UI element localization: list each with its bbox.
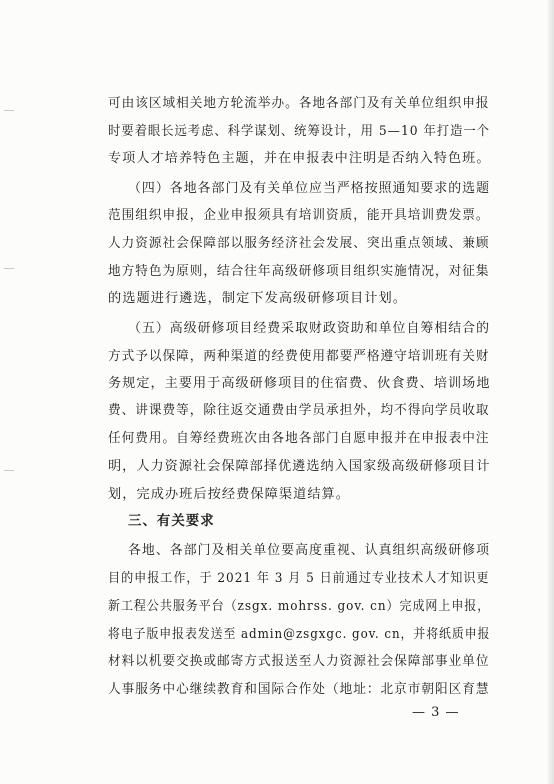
body-text-line: 划，完成办班后按经费保障渠道结算。: [108, 487, 351, 502]
body-text-line: 材料以机要交换或邮寄方式报送至人力资源社会保障部事业单位: [108, 654, 490, 669]
margin-mark: [4, 470, 14, 471]
body-text-line: 费、讲课费等，除往返交通费由学员承担外，均不得向学员收取: [108, 403, 490, 418]
body-text-line: 时要着眼长远考虑、科学谋划、统筹设计，用 5—10 年打造一个: [108, 124, 490, 139]
body-text-line: 的选题进行遴选，制定下发高级研修项目计划。: [108, 291, 407, 306]
margin-mark: [4, 110, 14, 111]
body-text-line: 人力资源社会保障部以服务经济社会发展、突出重点领域、兼顾: [108, 236, 490, 251]
body-text-line: 可由该区域相关地方轮流举办。各地各部门及有关单位组织申报: [108, 96, 490, 111]
margin-mark: [4, 268, 14, 269]
body-text-line: 专项人才培养特色主题，并在申报表中注明是否纳入特色班。: [108, 151, 491, 166]
page-number: — 3 —: [412, 705, 460, 720]
page-edge-shadow: [548, 0, 554, 784]
body-text-line: 方式予以保障，两种渠道的经费使用都要严格遵守培训班有关财: [108, 349, 490, 364]
body-text-line: 目的申报工作，于 2021 年 3 月 5 日前通过专业技术人才知识更: [108, 571, 490, 586]
body-text-line: 范围组织申报，企业申报须具有培训资质，能开具培训费发票。: [108, 208, 490, 223]
body-text-line: 新工程公共服务平台（zsgx. mohrss. gov. cn）完成网上申报，: [108, 599, 491, 614]
section-heading: 三、有关要求: [128, 514, 215, 529]
body-text-line: 明，人力资源社会保障部择优遴选纳入国家级高级研修项目计: [108, 459, 491, 474]
paragraph-four-start: （四）各地各部门及有关单位应当严格按照通知要求的选题: [128, 181, 491, 196]
body-text-line: 地方特色为原则，结合往年高级研修项目组织实施情况，对征集: [108, 264, 490, 279]
body-text-line: 各地、各部门及相关单位要高度重视、认真组织高级研修项: [128, 543, 491, 558]
body-text-line: 任何费用。自筹经费班次由各地各部门自愿申报并在申报表中注: [108, 431, 490, 446]
paragraph-five-start: （五）高级研修项目经费采取财政资助和单位自筹相结合的: [128, 321, 491, 336]
body-text-line: 人事服务中心继续教育和国际合作处（地址：北京市朝阳区育慧: [108, 682, 490, 697]
body-text-line: 务规定，主要用于高级研修项目的住宿费、伙食费、培训场地: [108, 376, 491, 391]
body-text-line: 将电子版申报表发送至 admin@zsgxgc. gov. cn，并将纸质申报: [108, 627, 491, 642]
